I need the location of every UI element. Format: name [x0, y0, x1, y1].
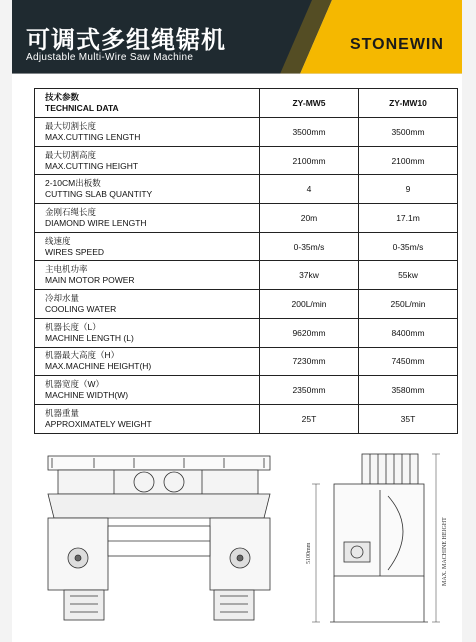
- row-value-mw10: 8400mm: [359, 318, 458, 347]
- max-height-dimension: MAX. MACHINE HEIGHT: [442, 517, 448, 586]
- table-row: [35, 175, 458, 204]
- title-chinese: 可调式多组绳锯机: [26, 27, 226, 54]
- table-row: [35, 376, 458, 405]
- header-banner: [12, 0, 462, 74]
- row-value-mw5: 200L/min: [260, 290, 359, 319]
- row-label: 机器宽度（W） MACHINE WIDTH(W): [35, 376, 260, 405]
- spec-table: [34, 88, 458, 434]
- row-value-mw10: 3500mm: [359, 118, 458, 147]
- row-value-mw5: 0-35m/s: [260, 232, 359, 261]
- table-row: [35, 347, 458, 376]
- table-row: [35, 204, 458, 233]
- title-english: Adjustable Multi-Wire Saw Machine: [26, 52, 194, 63]
- table-row: [35, 318, 458, 347]
- row-label: 机器长度（L） MACHINE LENGTH (L): [35, 318, 260, 347]
- table-row: [35, 232, 458, 261]
- row-value-mw10: 17.1m: [359, 204, 458, 233]
- row-value-mw10: 35T: [359, 404, 458, 433]
- row-label: 机器重量 APPROXIMATELY WEIGHT: [35, 404, 260, 433]
- row-value-mw10: 9: [359, 175, 458, 204]
- table-row: [35, 404, 458, 433]
- table-header-row: [35, 89, 458, 118]
- header-model-2: ZY-MW10: [359, 89, 458, 118]
- header-label-en: TECHNICAL DATA: [45, 103, 119, 113]
- row-value-mw5: 9620mm: [260, 318, 359, 347]
- row-value-mw5: 2350mm: [260, 376, 359, 405]
- row-value-mw10: 250L/min: [359, 290, 458, 319]
- row-label: 主电机功率 MAIN MOTOR POWER: [35, 261, 260, 290]
- brand-logo: STONEWIN: [350, 36, 444, 53]
- table-row: [35, 261, 458, 290]
- row-value-mw5: 3500mm: [260, 118, 359, 147]
- row-value-mw5: 20m: [260, 204, 359, 233]
- row-value-mw10: 0-35m/s: [359, 232, 458, 261]
- row-value-mw5: 7230mm: [260, 347, 359, 376]
- table-row: [35, 290, 458, 319]
- row-label: 最大切割高度 MAX.CUTTING HEIGHT: [35, 146, 260, 175]
- row-value-mw5: 2100mm: [260, 146, 359, 175]
- header-label-cn: 技术参数: [45, 92, 80, 102]
- header-label-cell: [35, 89, 260, 118]
- row-value-mw10: 55kw: [359, 261, 458, 290]
- row-label: 机器最大高度（H） MAX.MACHINE HEIGHT(H): [35, 347, 260, 376]
- header-model-1: ZY-MW5: [260, 89, 359, 118]
- front-view-drawing: [48, 456, 270, 620]
- table-row: [35, 146, 458, 175]
- machine-drawings: [34, 446, 464, 636]
- side-width-dimension: 5100mm: [306, 542, 312, 564]
- side-view-drawing: [312, 454, 440, 622]
- row-value-mw10: 7450mm: [359, 347, 458, 376]
- row-value-mw10: 3580mm: [359, 376, 458, 405]
- row-label: 金刚石绳长度 DIAMOND WIRE LENGTH: [35, 204, 260, 233]
- row-label: 2-10CM出板数 CUTTING SLAB QUANTITY: [35, 175, 260, 204]
- row-value-mw10: 2100mm: [359, 146, 458, 175]
- spec-sheet: [12, 0, 462, 642]
- row-label: 线速度 WIRES SPEED: [35, 232, 260, 261]
- row-label: 冷却水量 COOLING WATER: [35, 290, 260, 319]
- row-label: 最大切割长度 MAX.CUTTING LENGTH: [35, 118, 260, 147]
- table-row: [35, 118, 458, 147]
- row-value-mw5: 25T: [260, 404, 359, 433]
- row-value-mw5: 37kw: [260, 261, 359, 290]
- row-value-mw5: 4: [260, 175, 359, 204]
